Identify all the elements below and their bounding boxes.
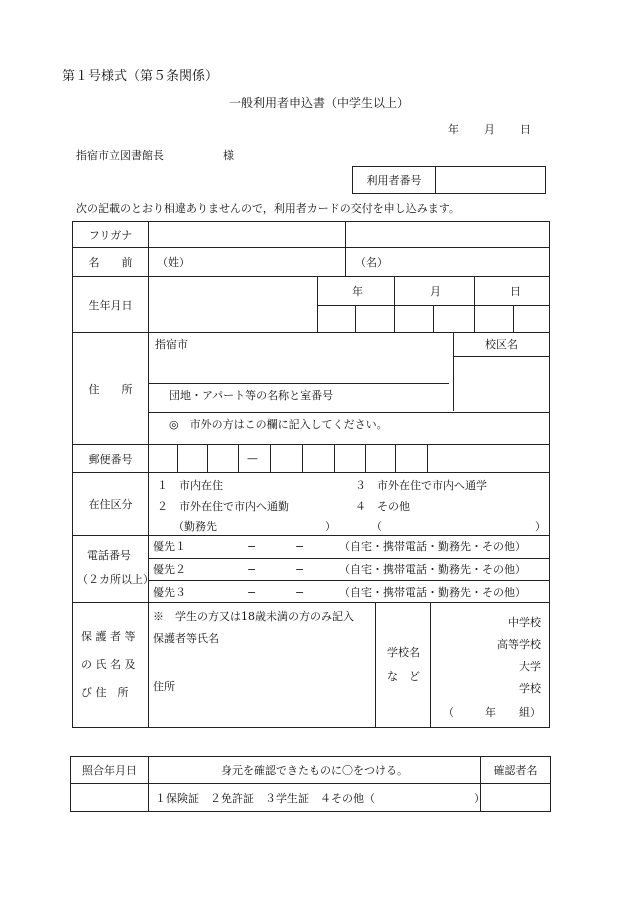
residence-option-3[interactable]: ３ 市外在住で市内へ通学: [355, 479, 487, 492]
grade-open: （: [443, 706, 454, 719]
outside-city-note: ◎ 市外の方はこの欄に記入してください。: [169, 418, 388, 431]
statement: 次の記載のとおり相違ありませんので，利用者カードの交付を申し込みます。: [76, 202, 460, 215]
verify-date-label: 照合年月日: [71, 757, 149, 784]
date-month-label: 月: [484, 123, 495, 136]
birth-year-label: 年: [352, 285, 363, 298]
birthdate-field[interactable]: [149, 277, 550, 333]
postal-dash: —: [247, 452, 258, 465]
workplace-label: （勤務先: [173, 520, 217, 533]
phone-field[interactable]: 優先１ − − （自宅・携帯電話・勤務先・その他） 優先２ − − （自宅・携帯電話・勤務先・その他） 優先３ − − （自宅・携帯電話・勤務先・その他）: [149, 536, 550, 603]
postal-code-field[interactable]: [149, 445, 550, 473]
birth-day-label: 日: [510, 285, 521, 298]
residence-label: 在住区分: [73, 473, 149, 536]
phone-note: （２カ所以上）: [77, 573, 154, 586]
guardian-field[interactable]: [149, 603, 550, 728]
birthdate-label: 生年月日: [73, 277, 149, 333]
birth-month-label: 月: [430, 285, 441, 298]
user-number-label: 利用者番号: [353, 167, 436, 194]
guardian-note: ※ 学生の方又は18歳未満の方のみ記入: [153, 610, 354, 623]
school-district-label: 校区名: [485, 338, 518, 351]
confirmer-field[interactable]: [481, 784, 551, 812]
application-form: [72, 221, 550, 728]
id-options[interactable]: １保険証 ２免許証 ３学生証 ４その他（ ）: [149, 784, 481, 812]
guardian-label: 保 護 者 等 の 氏 名 及 び 住 所: [73, 603, 149, 728]
guardian-name-label: 保護者等氏名: [153, 632, 219, 645]
residence-field[interactable]: [149, 473, 550, 536]
high-school-label: 高等学校: [497, 638, 541, 651]
verify-instruction: 身元を確認できたものに〇をつける。: [149, 757, 481, 784]
school-etc-label: な ど: [387, 670, 420, 683]
priority-3-label: 優先３: [153, 586, 186, 599]
name-field[interactable]: [149, 248, 550, 277]
priority-2-label: 優先２: [153, 563, 186, 576]
address-field[interactable]: [149, 333, 550, 445]
phone-label: 電話番号 （２カ所以上）: [73, 536, 149, 603]
confirmer-label: 確認者名: [481, 757, 551, 784]
residence-option-1[interactable]: １ 市内在住: [157, 479, 223, 492]
furigana-label: フリガナ: [73, 222, 149, 248]
phone-types-3: （自宅・携帯電話・勤務先・その他）: [339, 586, 526, 599]
school-label: 学校: [519, 682, 541, 695]
form-title: 一般利用者申込書（中学生以上）: [229, 96, 410, 110]
honorific: 様: [223, 149, 234, 162]
addressee: 指宿市立図書館長: [76, 149, 164, 162]
priority-1-label: 優先１: [153, 540, 186, 553]
residence-option-4[interactable]: ４ その他: [355, 500, 410, 513]
workplace-close: ）: [325, 520, 336, 533]
form-number: 第１号様式（第５条関係）: [62, 69, 219, 84]
grade-year-label: 年: [485, 706, 496, 719]
user-number-field[interactable]: [436, 167, 546, 194]
phone-types-2: （自宅・携帯電話・勤務先・その他）: [339, 563, 526, 576]
university-label: 大学: [519, 660, 541, 673]
given-name-label: （名）: [355, 256, 388, 269]
junior-high-label: 中学校: [508, 616, 541, 629]
furigana-field[interactable]: [149, 222, 550, 248]
other-open: （: [371, 520, 382, 533]
school-name-label: 学校名: [387, 646, 420, 659]
verification-table: [70, 756, 551, 812]
name-label: 名 前: [73, 248, 149, 277]
apartment-label: 団地・アパート等の名称と室番号: [169, 389, 334, 402]
phone-types-1: （自宅・携帯電話・勤務先・その他）: [339, 540, 526, 553]
grade-class-label: 組）: [519, 706, 541, 719]
residence-option-2[interactable]: ２ 市外在住で市内へ通勤: [157, 500, 289, 513]
postal-code-label: 郵便番号: [73, 445, 149, 473]
surname-label: （姓）: [157, 256, 190, 269]
guardian-address-label: 住所: [153, 680, 175, 693]
address-label: 住 所: [73, 333, 149, 445]
other-close: ）: [535, 520, 546, 533]
user-number-box: [352, 166, 546, 194]
verify-date-field[interactable]: [71, 784, 149, 812]
date-year-label: 年: [448, 123, 459, 136]
city-prefix: 指宿市: [155, 338, 188, 351]
date-day-label: 日: [520, 123, 531, 136]
